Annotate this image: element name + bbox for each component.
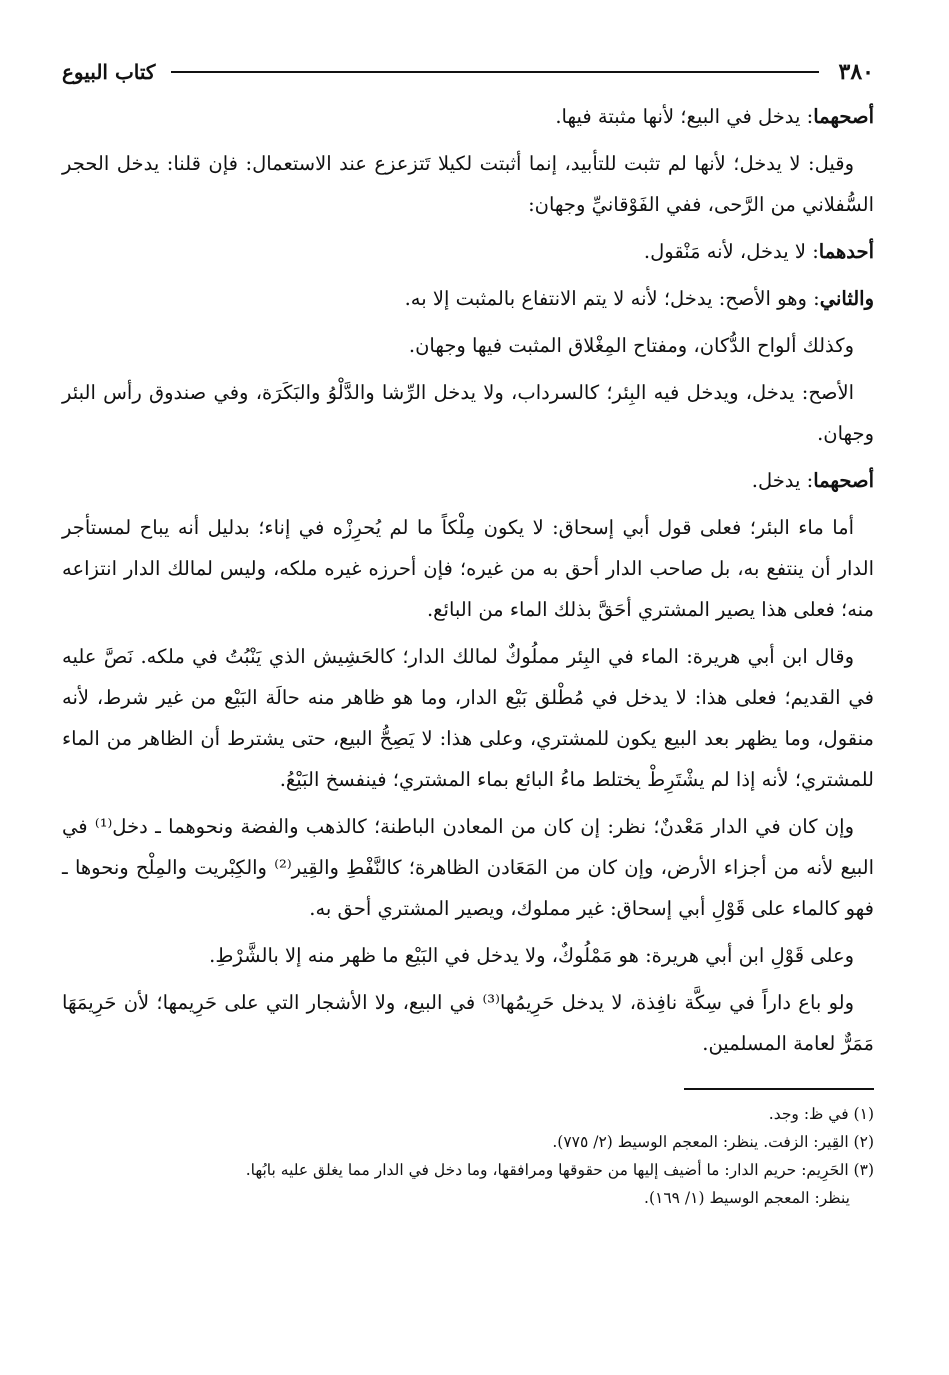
paragraph <box>62 372 874 454</box>
paragraph <box>62 96 874 137</box>
paragraph-text: وقيل: لا يدخل؛ لأنها لم تثبت للتأبيد، إنما أثبتت لكيلا تَتزعزع عند الاستعمال: فإن قلنا: يدخل الحجر السُّفلاني من الرَّحى، ففي الفَوْقانيِّ وجهان: <box>62 152 874 216</box>
paragraph-text: : يدخل في البيع؛ لأنها مثبتة فيها. <box>555 105 814 128</box>
page-number: ٣٨٠ <box>838 59 874 85</box>
paragraph <box>62 460 874 501</box>
main-text <box>62 96 874 1064</box>
paragraph <box>62 325 874 366</box>
page-header <box>62 52 874 92</box>
paragraph <box>62 231 874 272</box>
paragraph-text: : وهو الأصح: يدخل؛ لأنه لا يتم الانتفاع بالمثبت إلا به. <box>404 287 820 310</box>
paragraph-lead: والثاني <box>819 287 874 310</box>
paragraph-text: أما ماء البئر؛ فعلى قول أبي إسحاق: لا يكون مِلْكاً ما لم يُحرِزْه في إناء؛ بدليل أنه يباح لمستأجر الدار أن ينتفع به، بل صاحب الدار أحق به من غيره؛ فإن أحرزه غيره ملكه، وليس لمالك الدار انتزاعه منه؛ فعلى هذا يصير المشتري أحَقَّ بذلك الماء من البائع. <box>62 516 874 621</box>
book-page <box>62 52 874 1212</box>
header-rule <box>171 71 818 73</box>
paragraph <box>62 278 874 319</box>
paragraph <box>62 982 874 1064</box>
paragraph <box>62 935 874 976</box>
footnote-continuation: ينظر: المعجم الوسيط (١/ ١٦٩). <box>644 1189 850 1207</box>
paragraph-lead: أصحهما <box>813 105 874 128</box>
chapter-title: كتاب البيوع <box>62 60 156 84</box>
paragraph-text: وكذلك ألواح الدُّكان، ومفتاح المِغْلاق المثبت فيها وجهان. <box>408 334 854 357</box>
paragraph-text: : لا يدخل، لأنه مَنْقول. <box>643 240 819 263</box>
paragraph-text: وقال ابن أبي هريرة: الماء في البِئر مملُوكٌ لمالك الدار؛ كالحَشِيش الذي يَنْبُتُ في ملكه. نَصَّ عليه في القديم؛ فعلى هذا: لا يدخل في مُطْلق بَيْع الدار، وما هو ظاهر منه حالَة البَيْع من غير شرط، لأنه منقول، وما يظهر بعد البيع يكون للمشتري، وعلى هذا: لا يَصِحُّ البيع، حتى يشترط أن الظاهر من الماء للمشتري؛ لأنه إذا لم يشْتَرِطْ يختلط ماءُ البائع بماء المشتري؛ فينفسخ البَيْعُ. <box>62 645 874 791</box>
paragraph <box>62 806 874 929</box>
paragraph <box>62 507 874 630</box>
paragraph-text: وعلى قَوْلِ ابن أبي هريرة: هو مَمْلُوكٌ، ولا يدخل في البَيْع ما ظهر منه إلا بالشَّرْطِ. <box>209 944 854 967</box>
paragraph <box>62 143 874 225</box>
paragraph-lead: أصحهما <box>813 469 874 492</box>
paragraph-text: الأصح: يدخل، ويدخل فيه البِئر؛ كالسرداب، ولا يدخل الرِّشا والدَّلْوُ والبَكَرَة، وفي صندوق رأس البئر وجهان. <box>62 381 874 445</box>
paragraph-text: وإن كان في الدار مَعْدنٌ؛ نظر: إن كان من المعادن الباطنة؛ كالذهب والفضة ونحوهما ـ دخل⁽¹⁾ في البيع لأنه من أجزاء الأرض، وإن كان من المَعَادن الظاهرة؛ كالنَّفْطِ والقِير⁽²⁾ والكِبْريت والمِلْح ونحوها ـ فهو كالماء على قَوْلِ أبي إسحاق: غير مملوك، ويصير المشتري أحق به. <box>62 815 874 920</box>
footnote-separator <box>684 1088 874 1090</box>
footnote: (٣) الحَرِيم: حريم الدار: ما أضيف إليها من حقوقها ومرافقها، وما دخل في الدار مما يغلق عليه بابُها. <box>245 1161 874 1179</box>
footnote: (١) في ظ: وجد. <box>768 1105 874 1123</box>
paragraph <box>62 636 874 800</box>
footnote: (٢) القِير: الزفت. ينظر: المعجم الوسيط (٢/ ٧٧٥). <box>552 1133 874 1151</box>
footnotes <box>62 1100 874 1212</box>
paragraph-text: ولو باع داراً في سِكَّة نافِذة، لا يدخل حَرِيمُها⁽³⁾ في البيع، ولا الأشجار التي على حَرِيمها؛ لأن حَرِيمَهَا مَمَرٌّ لعامة المسلمين. <box>62 991 874 1055</box>
paragraph-text: : يدخل. <box>751 469 814 492</box>
paragraph-lead: أحدهما <box>818 240 874 263</box>
